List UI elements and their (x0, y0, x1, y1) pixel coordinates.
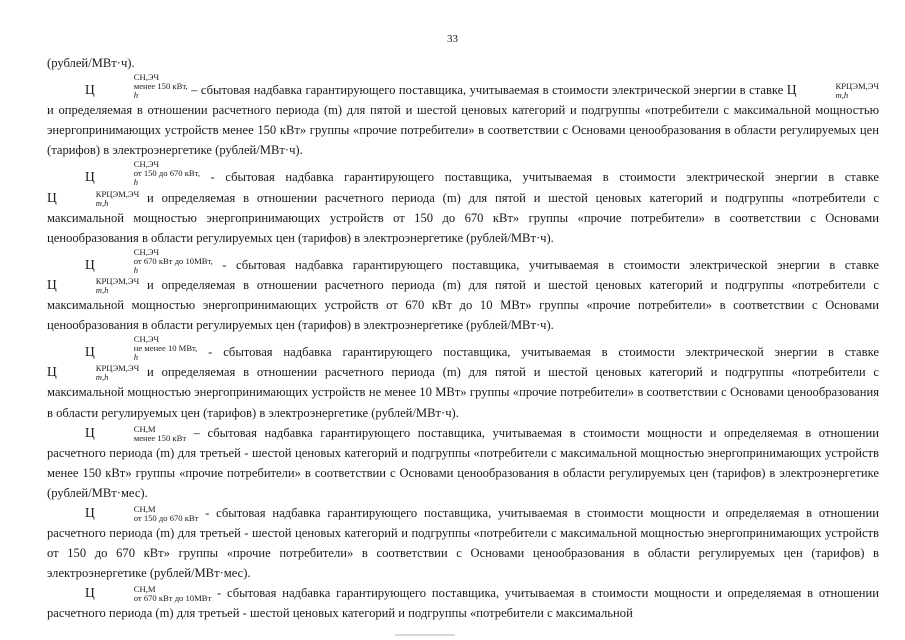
tariff-symbol-superscript: СН,ЭЧ (133, 159, 160, 170)
tariff-symbol-letter: Ц (85, 504, 95, 520)
tariff-symbol-letter: Ц (85, 256, 95, 272)
definition-text: - сбытовая надбавка гарантирующего поставщика, учитываемая в стоимости мощности и определяемая в отношении расчетного периода (m) для третьей - шестой ценовых категорий и подгруппы «потребители с максимальной мощностью энергопринимающих устройств от 150 до 670 кВт» группы «прочие потребители» в соответствии с Основами ценообразования в области регулируемых цен (тарифов) в электроэнергетике (рублей/МВт·мес). (47, 505, 879, 581)
page-number: 33 (447, 33, 458, 45)
rate-symbol (47, 275, 140, 295)
definition-text: – сбытовая надбавка гарантирующего поставщика, учитываемая в стоимости мощности и определяемая в отношении расчетного периода (m) для третьей - шестой ценовых категорий и подгруппы «потребители с максимальной мощностью энергопринимающих устройств менее 150 кВт» группы «прочие потребители» в соответствии с Основами ценообразования в области регулируемых цен (тарифов) в электроэнергетике (рублей/МВт·мес). (47, 425, 879, 500)
tariff-symbol-superscript: СН,М (133, 423, 156, 434)
tariff-symbol (85, 423, 187, 443)
rate-symbol-superscript: КРЦЭМ,ЭЧ (95, 363, 140, 374)
rate-symbol-scripts (58, 277, 139, 295)
tariff-symbol-subscript (96, 514, 199, 523)
tariff-symbol-superscript: СН,ЭЧ (133, 246, 160, 257)
tariff-symbol-subscript (96, 169, 200, 187)
tariff-symbol-scripts (96, 585, 211, 603)
tariff-symbol-superscript: СН,М (133, 584, 156, 595)
definition-paragraph (47, 423, 879, 503)
definition-text: и определяемая в отношении расчетного периода (m) для пятой и шестой ценовых категорий и подгруппы «потребители с максимальной мощностью энергопринимающих устройств от 670 кВт до 10 МВт» группы «прочие потребители» в соответствии с Основами ценообразования в области регулируемых цен (тарифов) в электроэнергетике (рублей/МВт·ч). (47, 277, 879, 333)
tariff-symbol (85, 584, 212, 604)
tariff-symbol (85, 72, 188, 101)
tariff-symbol-letter: Ц (85, 585, 95, 601)
tariff-symbol-subscript-text: менее 150 кВт (133, 432, 187, 443)
tariff-symbol-superscript: СН,ЭЧ (133, 72, 160, 83)
rate-symbol-subscript: m,h (835, 90, 849, 101)
tariff-symbol-scripts (96, 505, 199, 523)
tariff-symbol-subscript-text: не менее 10 МВт, (133, 343, 198, 354)
tariff-symbol-subscript-text: от 150 до 670 кВт (133, 512, 199, 523)
tariff-symbol-subscript (96, 594, 211, 603)
tariff-symbol-superscript: СН,ЭЧ (133, 334, 160, 345)
rate-symbol (786, 81, 879, 101)
tariff-symbol-letter: Ц (85, 344, 95, 360)
tariff-symbol-scripts (96, 335, 198, 362)
definition-text: - сбытовая надбавка гарантирующего поставщика, учитываемая в стоимости электрической энергии в ставке (197, 345, 879, 360)
tariff-symbol-scripts (96, 160, 200, 187)
rate-symbol-letter: Ц (47, 276, 57, 292)
tariff-symbol-subscript-text: менее 150 кВт, (133, 81, 188, 92)
rate-symbol-superscript: КРЦЭМ,ЭЧ (95, 188, 140, 199)
tariff-symbol-subscript (96, 257, 213, 275)
definition-paragraph (47, 583, 879, 623)
tariff-symbol (85, 246, 213, 275)
tariff-symbol-subscript-index: h (133, 264, 139, 275)
rate-symbol (47, 363, 140, 383)
definition-text: - сбытовая надбавка гарантирующего поставщика, учитываемая в стоимости мощности и определяемая в отношении расчетного периода (m) для третьей - шестой ценовых категорий и подгруппы «потребители с максимальной (47, 586, 879, 621)
tariff-symbol (85, 334, 198, 363)
definition-text: и определяемая в отношении расчетного периода (m) для пятой и шестой ценовых категорий и подгруппы «потребители с максимальной мощностью энергопринимающих устройств менее 150 кВт» группы «прочие потребители» в соответствии с Основами ценообразования в области регулируемых цен (тарифов) в электроэнергетике (рублей/МВт·ч). (47, 103, 879, 158)
tariff-symbol-letter: Ц (85, 82, 95, 98)
tariff-symbol-letter: Ц (85, 424, 95, 440)
tariff-symbol-scripts (96, 248, 213, 275)
rate-symbol-scripts (58, 364, 139, 382)
tariff-symbol-subscript-index: h (133, 177, 139, 188)
tariff-symbol-letter: Ц (85, 169, 95, 185)
rate-symbol-letter: Ц (786, 82, 797, 98)
tariff-symbol-subscript-text: от 670 кВт до 10МВт (133, 593, 212, 604)
definition-text: - сбытовая надбавка гарантирующего поставщика, учитываемая в стоимости электрической энергии в ставке (212, 257, 879, 272)
rate-symbol-subscript: m,h (95, 197, 109, 208)
tariff-symbol (85, 503, 199, 523)
tariff-symbol-scripts (96, 425, 186, 443)
definition-paragraph (47, 73, 879, 160)
definition-paragraph (47, 248, 879, 335)
intro-line: (рублей/МВт·ч). (47, 56, 135, 70)
definition-paragraph (47, 160, 879, 247)
rate-symbol-superscript: КРЦЭМ,ЭЧ (95, 275, 140, 286)
tariff-symbol-subscript-text: от 150 до 670 кВт, (133, 168, 200, 179)
rate-symbol (47, 188, 140, 208)
tariff-symbol-subscript-text: от 670 кВт до 10МВт, (133, 255, 213, 266)
document-body (47, 53, 879, 624)
definition-paragraph (47, 503, 879, 583)
rate-symbol-letter: Ц (47, 189, 57, 205)
tariff-symbol-subscript (96, 344, 198, 362)
tariff-symbol-superscript: СН,М (133, 503, 156, 514)
tariff-symbol-subscript (96, 434, 186, 443)
definition-text: – сбытовая надбавка гарантирующего поставщика, учитываемая в стоимости электрической энергии в ставке (187, 83, 787, 98)
rate-symbol-subscript: m,h (95, 284, 109, 295)
tariff-symbol-subscript-index: h (133, 352, 139, 363)
scan-artifact (395, 634, 455, 636)
definition-paragraph (47, 335, 879, 422)
definition-text: и определяемая в отношении расчетного периода (m) для пятой и шестой ценовых категорий и подгруппы «потребители с максимальной мощностью энергопринимающих устройств от 150 до 670 кВт» группы «прочие потребители» в соответствии с Основами ценообразования в области регулируемых цен (тарифов) в электроэнергетике (рублей/МВт·ч). (47, 190, 879, 245)
rate-symbol-scripts (58, 190, 139, 208)
tariff-symbol (85, 159, 200, 188)
definition-text: и определяемая в отношении расчетного периода (m) для пятой и шестой ценовых категорий и подгруппы «потребители с максимальной мощностью энергопринимающих устройств не менее 10 МВт» группы «прочие потребители» в соответствии с Основами ценообразования в области регулируемых цен (тарифов) в электроэнергетике (рублей/МВт·ч). (47, 365, 879, 420)
rate-symbol-superscript: КРЦЭМ,ЭЧ (835, 81, 879, 92)
rate-symbol-subscript: m,h (95, 372, 109, 383)
tariff-symbol-subscript-index: h (133, 90, 139, 101)
definition-text: - сбытовая надбавка гарантирующего поставщика, учитываемая в стоимости электрической энергии в ставке (199, 170, 879, 185)
rate-symbol-letter: Ц (47, 364, 57, 380)
tariff-symbol-scripts (96, 73, 188, 100)
tariff-symbol-subscript (96, 82, 188, 100)
rate-symbol-scripts (798, 82, 879, 100)
